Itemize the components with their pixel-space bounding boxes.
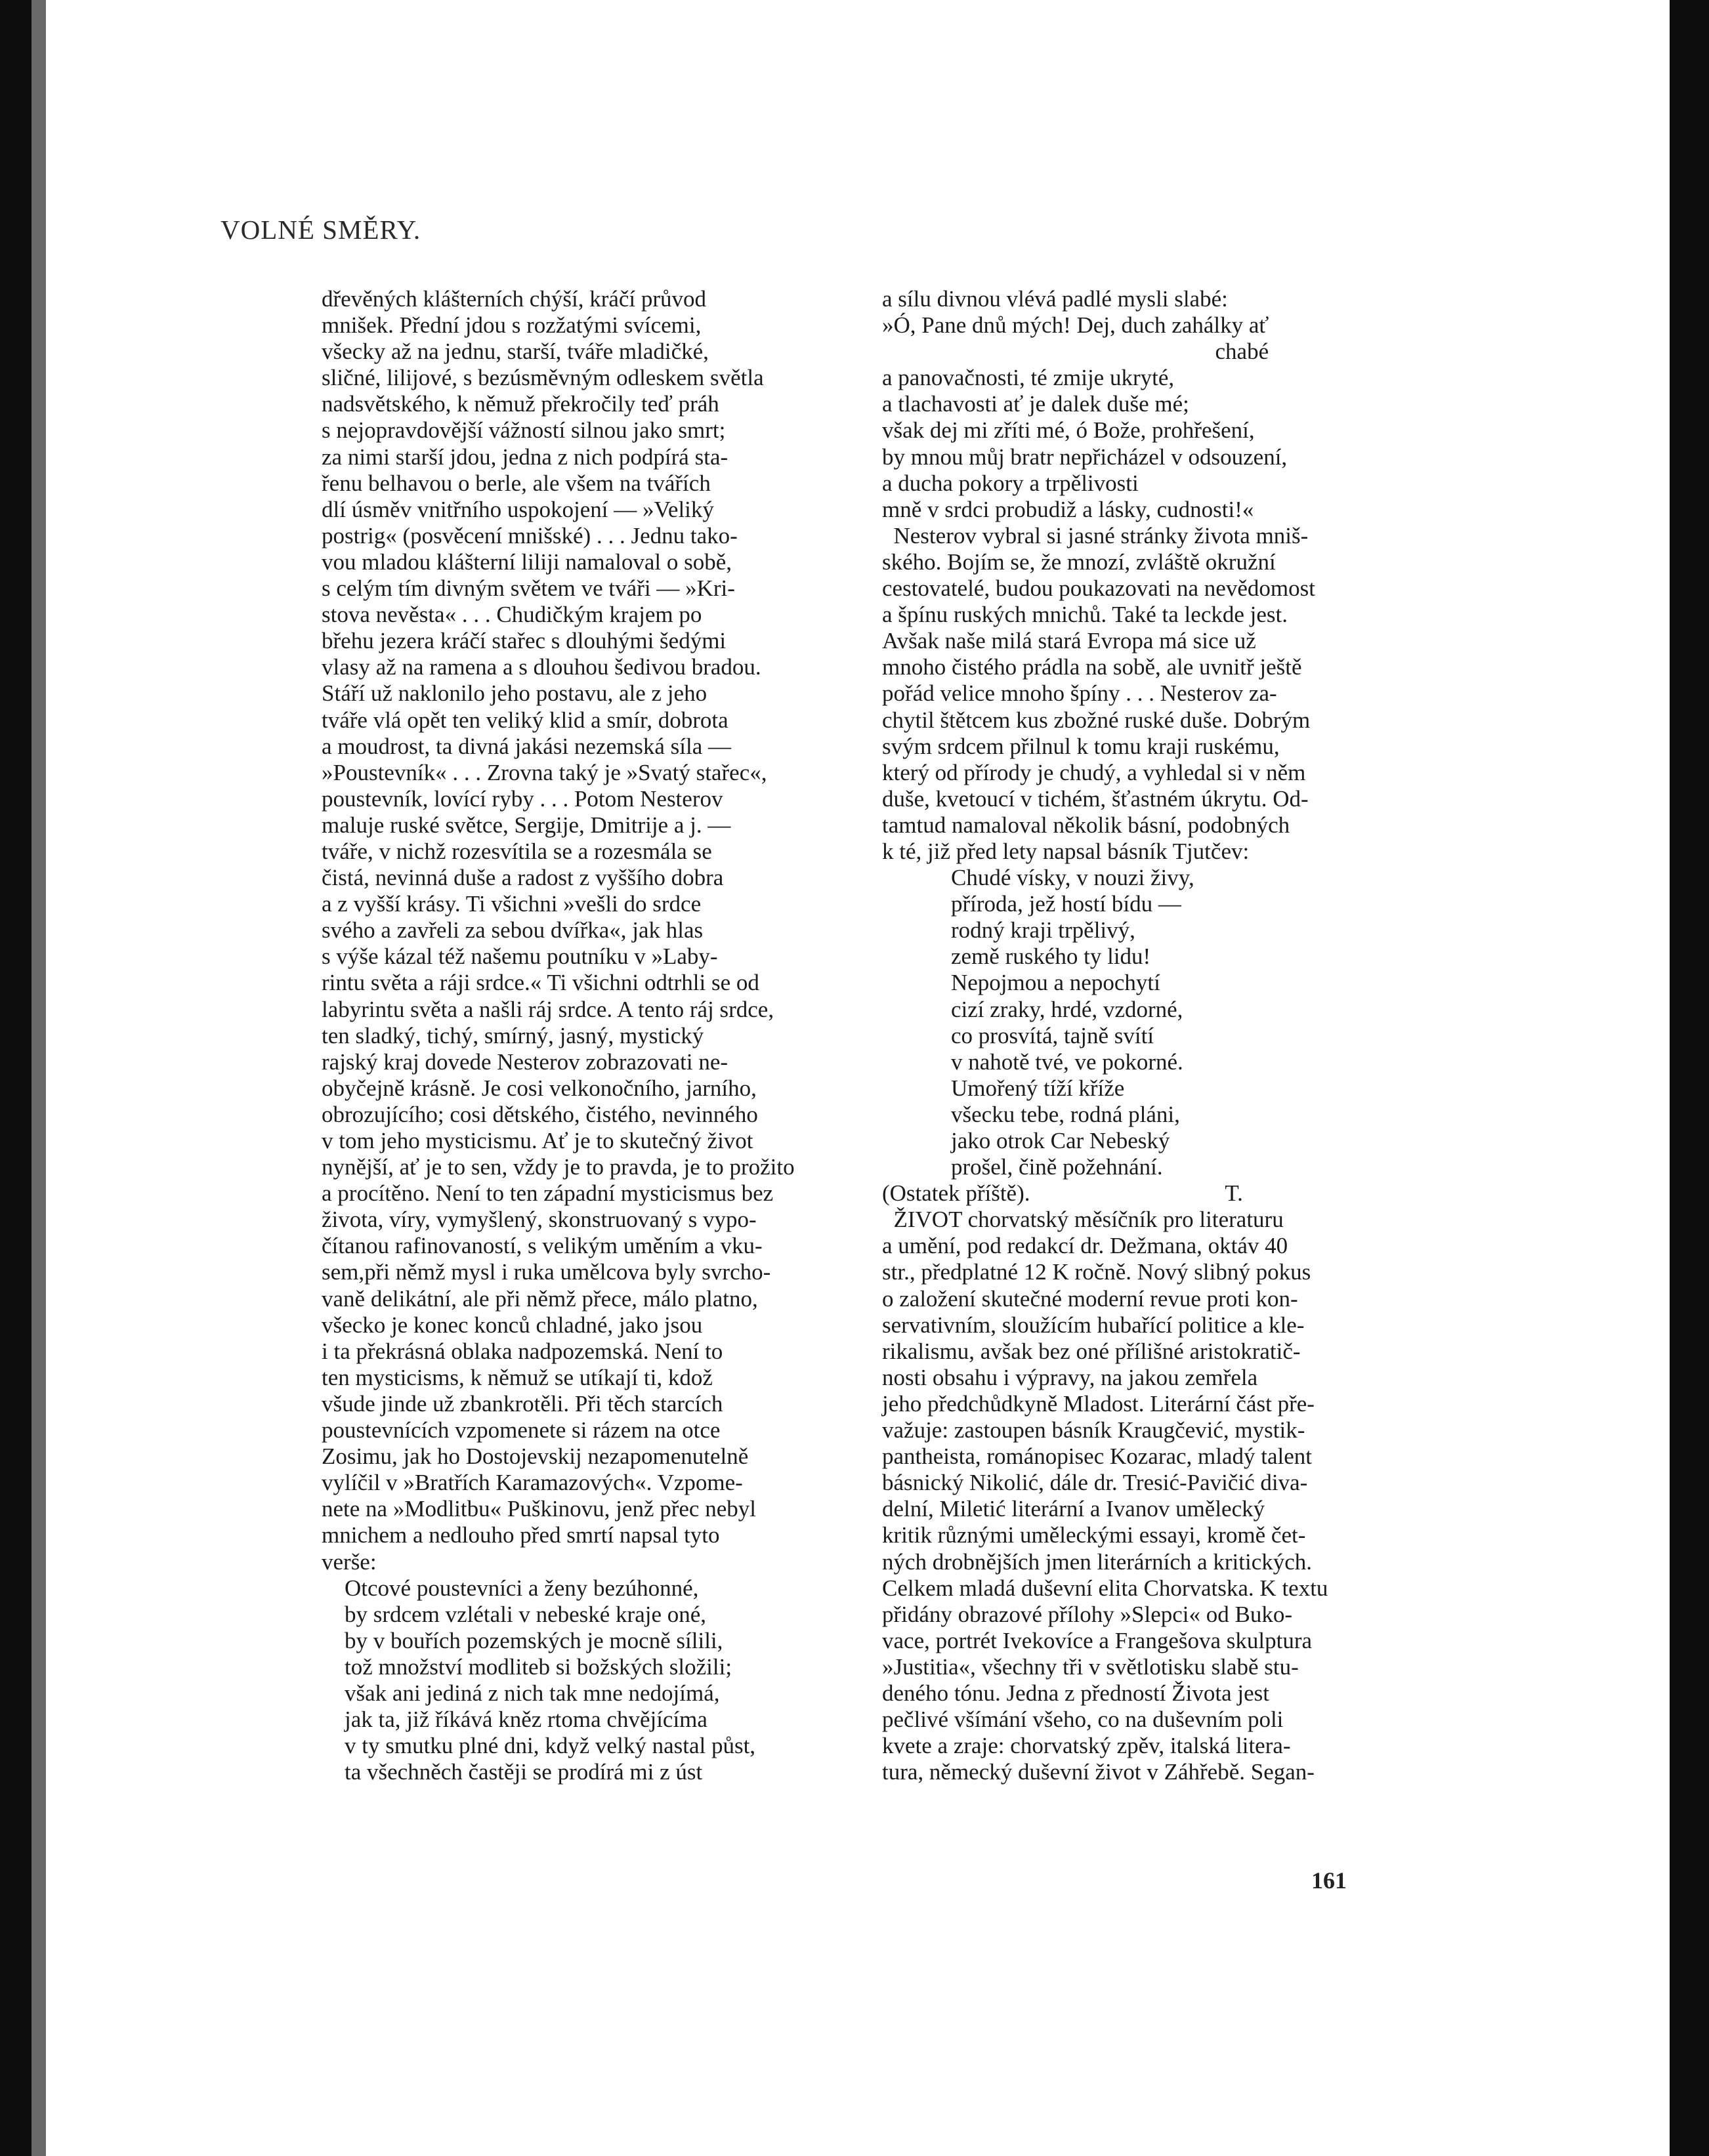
running-header: VOLNÉ SMĚRY.: [221, 215, 421, 245]
text-column-left: dřevěných klášterních chýší, kráčí průvod mnišek. Přední jdou s rozžatými svícemi, všecky až na jednu, starší, tváře mladičké, sličné, lilijové, s bezúsměvným odleskem světla nadsvětského, k němuž překročily teď práh s nejopravdovější vážností silnou jako smrt; za nimi starší jdou, jedna z nich podpírá sta- řenu belhavou o berle, ale všem na tvářích dlí úsměv vnitřního uspokojení — »Veliký postrig« (posvěcení mnišské) . . . Jednu tako- vou mladou klášterní liliji namaloval o sobě, s celým tím divným světem ve tváři — »Kri- stova nevěsta« . . . Chudičkým krajem po břehu jezera kráčí stařec s dlouhými šedými vlasy až na ramena a s dlouhou šedivou bradou. Stáří už naklonilo jeho postavu, ale z jeho tváře vlá opět ten veliký klid a smír, dobrota a moudrost, ta divná jakási nezemská síla — »Poustevník« . . . Zrovna taký je »Svatý stařec«, poustevník, lovící ryby . . . Potom Nesterov maluje ruské světce, Sergije, Dmitrije a j. — tváře, v nichž rozesvítila se a rozesmála se čistá, nevinná duše a radost z vyššího dobra a z vyšší krásy. Ti všichni »vešli do srdce svého a zavřeli za sebou dvířka«, jak hlas s výše kázal též našemu poutníku v »Laby- rintu světa a ráji srdce.« Ti všichni odtrhli se od labyrintu světa a našli ráj srdce. A tento ráj srdce, ten sladký, tichý, smírný, jasný, mystický rajský kraj dovede Nesterov zobrazovati ne- obyčejně krásně. Je cosi velkonočního, jarního, obrozujícího; cosi dětského, čistého, nevinného v tom jeho mysticismu. Ať je to skutečný život nynější, ať je to sen, vždy je to pravda, je to prožito a procítěno. Není to ten západní mysticismus bez života, víry, vymyšlený, skonstruovaný s vypo- čítanou rafinovaností, s velikým uměním a vku- sem,při němž mysl i ruka umělcova byly svrcho- vaně delikátní, ale při němž přece, málo platno, všecko je konec konců chladné, jako jsou i ta překrásná oblaka nadpozemská. Není to ten mysticisms, k němuž se utíkají ti, kdož všude jinde už zbankrotěli. Při těch starcích poustevnících vzpomenete si rázem na otce Zosimu, jak ho Dostojevskij nezapomenutelně vylíčil v »Bratřích Karamazových«. Vzpome- nete na »Modlitbu« Puškinovu, jenž přec nebyl mnichem a nedlouho před smrtí napsal tyto verše: Otcové poustevníci a ženy bezúhonné, by srdcem vzlétali v nebeské kraje oné, by v bouřích pozemských je mocně sílili, tož množství modliteb si božských složili; však ani jediná z nich tak mne nedojímá, jak ta, již říkává kněz rtoma chvějícíma v ty smutku plné dni, když velký nastal půst, ta všechněch častěji se prodírá mi z úst: [322, 286, 795, 1785]
scan-left-border-shadow: [32, 0, 46, 2156]
scan-left-border: [0, 0, 32, 2156]
text-column-right: a sílu divnou vlévá padlé mysli slabé: »Ó, Pane dnů mých! Dej, duch zahálky ať chabé a panovačnosti, té zmije ukryté, a tlachavosti ať je dalek duše mé; však dej mi zříti mé, ó Bože, prohřešení, by mnou můj bratr nepřicházel v odsouzení, a ducha pokory a trpělivosti mně v srdci probudiž a lásky, cudnosti!« Nesterov vybral si jasné stránky života mniš- ského. Bojím se, že mnozí, zvláště okružní cestovatelé, budou poukazovati na nevědomost a špínu ruských mnichů. Také ta leckde jest. Avšak naše milá stará Evropa má sice už mnoho čistého prádla na sobě, ale uvnitř ještě pořád velice mnoho špíny . . . Nesterov za- chytil štětcem kus zbožné ruské duše. Dobrým svým srdcem přilnul k tomu kraji ruskému, který od přírody je chudý, a vyhledal si v něm duše, kvetoucí v tichém, šťastném úkrytu. Od- tamtud namaloval několik básní, podobných k té, již před lety napsal básník Tjutčev: Chudé vísky, v nouzi živy, příroda, jež hostí bídu — rodný kraji trpělivý, země ruského ty lidu! Nepojmou a nepochytí cizí zraky, hrdé, vzdorné, co prosvítá, tajně svítí v nahotě tvé, ve pokorné. Umořený tíží kříže všecku tebe, rodná pláni, jako otrok Car Nebeský prošel, čině požehnání. (Ostatek příště). T. ŽIVOT chorvatský měsíčník pro literaturu a umění, pod redakcí dr. Dežmana, oktáv 40 str., předplatné 12 K ročně. Nový slibný pokus o založení skutečné moderní revue proti kon- servativním, sloužícím hubařící politice a kle- rikalismu, avšak bez oné přílišné aristokratič- nosti obsahu i výpravy, na jakou zemřela jeho předchůdkyně Mladost. Literární část pře- važuje: zastoupen básník Kraugčević, mystik- pantheista, románopisec Kozarac, mladý talent básnický Nikolić, dále dr. Tresić-Pavičić diva- delní, Miletić literární a Ivanov umělecký kritik různými uměleckými essayi, kromě čet- ných drobnějších jmen literárních a kritických. Celkem mladá duševní elita Chorvatska. K textu přidány obrazové přílohy »Slepci« od Buko- vace, portrét Ivekovíce a Frangešova skulptura »Justitia«, všechny tři v světlotisku slabě stu- deného tónu. Jedna z předností Života jest pečlivé všímání všeho, co na duševním poli kvete a zraje: chorvatský zpěv, italská litera- tura, německý duševní život v Záhřebě. Segan-: [882, 286, 1328, 1785]
scan-right-border: [1670, 0, 1709, 2156]
page-number: 161: [1311, 1867, 1347, 1894]
